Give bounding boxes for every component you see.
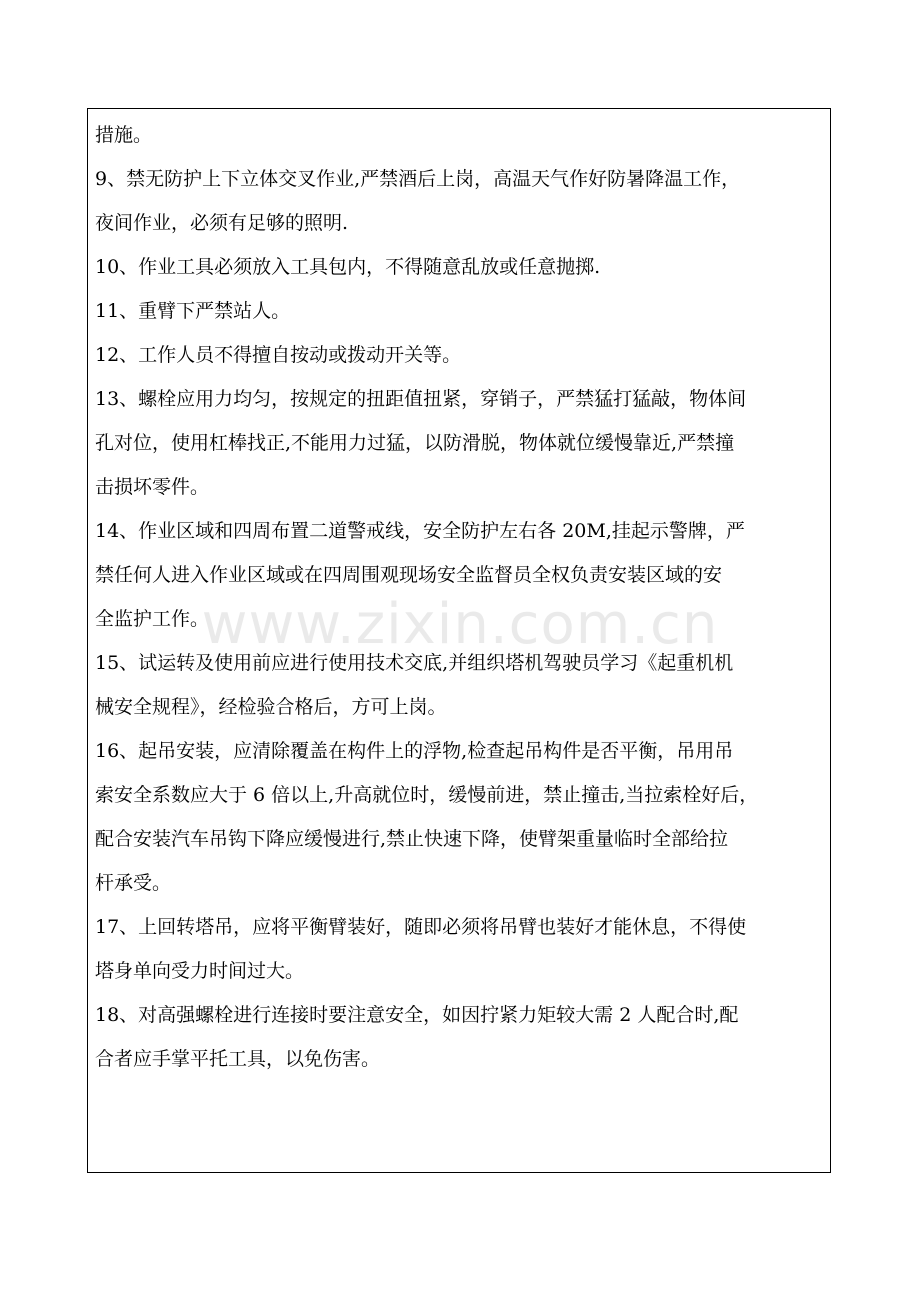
text-line: 12、工作人员不得擅自按动或拨动开关等。 bbox=[95, 344, 462, 366]
text-line: 合者应手掌平托工具，以免伤害。 bbox=[95, 1048, 381, 1070]
text-line: 13、螺栓应用力均匀，按规定的扭距值扭紧，穿销子，严禁猛打猛敲，物体间 bbox=[95, 388, 747, 410]
text-line: 全监护工作。 bbox=[95, 608, 210, 630]
text-line: 禁任何人进入作业区域或在四周围观现场安全监督员全权负责安装区域的安 bbox=[95, 564, 723, 586]
text-line: 10、作业工具必须放入工具包内，不得随意乱放或任意抛掷. bbox=[95, 256, 601, 278]
text-line: 11、重臂下严禁站人。 bbox=[95, 300, 291, 322]
text-line: 击损坏零件。 bbox=[95, 476, 210, 498]
document-body bbox=[95, 113, 825, 1081]
text-line: 9、禁无防护上下立体交叉作业,严禁酒后上岗，高温天气作好防暑降温工作， bbox=[95, 168, 741, 190]
text-line: 械安全规程》，经检验合格后，方可上岗。 bbox=[95, 696, 447, 718]
text-line: 15、试运转及使用前应进行使用技术交底,并组织塔机驾驶员学习《起重机机 bbox=[95, 652, 734, 674]
text-line: 18、对高强螺栓进行连接时要注意安全，如因拧紧力矩较大需 2 人配合时,配 bbox=[95, 1004, 739, 1026]
text-line: 孔对位，使用杠棒找正,不能用力过猛，以防滑脱，物体就位缓慢靠近,严禁撞 bbox=[95, 432, 735, 454]
text-line: 配合安装汽车吊钩下降应缓慢进行,禁止快速下降，使臂架重量临时全部给拉 bbox=[95, 828, 729, 850]
text-line: 杆承受。 bbox=[95, 872, 172, 894]
text-line: 索安全系数应大于 6 倍以上,升高就位时，缓慢前进，禁止撞击,当拉索栓好后， bbox=[95, 784, 759, 806]
text-line: 措施。 bbox=[95, 124, 153, 146]
text-line: 17、上回转塔吊，应将平衡臂装好，随即必须将吊臂也装好才能休息，不得使 bbox=[95, 916, 747, 938]
text-line: 夜间作业，必须有足够的照明. bbox=[95, 212, 349, 234]
text-line: 塔身单向受力时间过大。 bbox=[95, 960, 305, 982]
text-line: 16、起吊安装，应清除覆盖在构件上的浮物,检查起吊构件是否平衡，吊用吊 bbox=[95, 740, 734, 762]
watermark: www.zixin.com.cn bbox=[201, 592, 719, 657]
text-line: 14、作业区域和四周布置二道警戒线，安全防护左右各 20M,挂起示警牌，严 bbox=[95, 520, 745, 542]
